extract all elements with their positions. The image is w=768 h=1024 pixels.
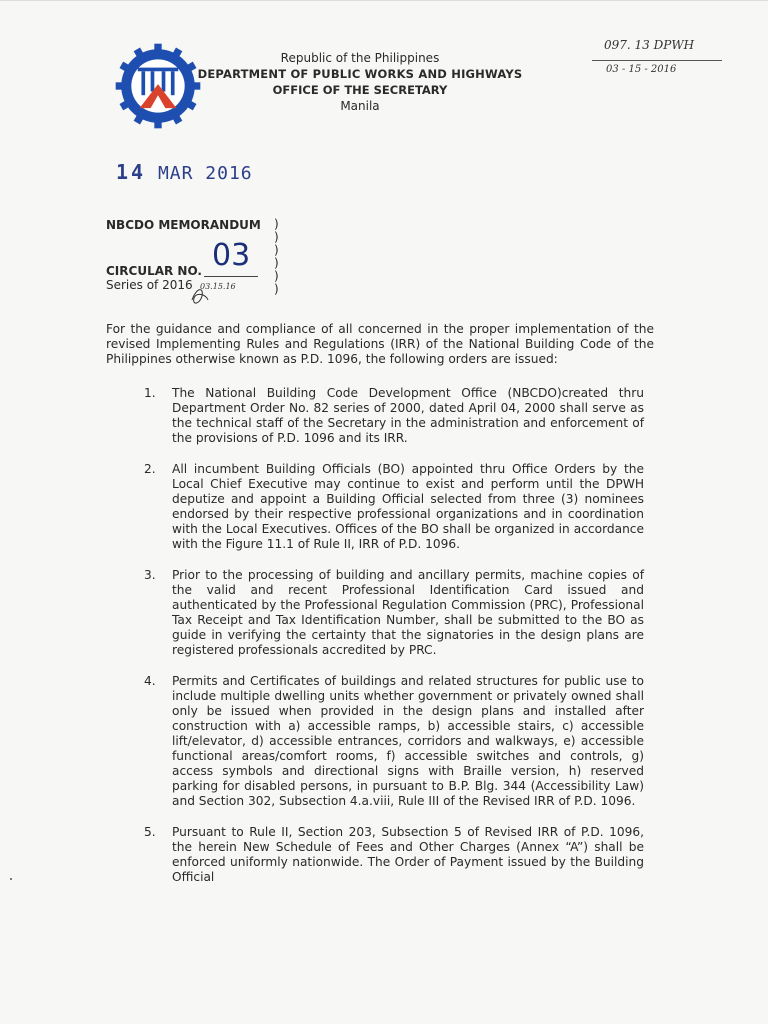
city-name: Manila: [340, 99, 380, 113]
item-number: 2.: [144, 462, 156, 476]
series-handwritten-date: 03.15.16: [200, 282, 236, 291]
memo-title: NBCDO MEMORANDUM: [106, 218, 261, 232]
item-text: The National Building Code Development Office (NBCDO)created thru Department Order No. 82 series of 2000, dated April 04, 2000 shall serve as the technical staff of the Secretary in the administration and enforcement of the provisions of P.D. 1096 and its IRR.: [172, 386, 644, 445]
reference-underline: [592, 60, 722, 61]
scan-edge: [0, 0, 768, 5]
item-number: 3.: [144, 568, 156, 582]
bracket-mark: ): [274, 256, 279, 270]
order-list: [144, 386, 644, 901]
bracket-column: [274, 218, 279, 296]
item-number: 4.: [144, 674, 156, 688]
series-label: Series of 2016: [106, 278, 193, 292]
bracket-mark: ): [274, 243, 279, 257]
office-name: OFFICE OF THE SECRETARY: [272, 83, 448, 97]
circular-number: 03: [212, 238, 251, 273]
memo-heading: [106, 218, 261, 232]
list-item: [144, 462, 644, 552]
list-item: [144, 674, 644, 809]
intro-paragraph: For the guidance and compliance of all concerned in the proper implementation of the revised Implementing Rules and Regulations (IRR) of the National Building Code of the Philippines otherwise known as P.D. 1096, the following orders are issued:: [106, 322, 654, 366]
bracket-mark: ): [274, 282, 279, 296]
bracket-mark: ): [274, 217, 279, 231]
item-text: All incumbent Building Officials (BO) appointed thru Office Orders by the Local Chief Executive may continue to exist and perform until the DPWH deputize and appoint a Building Official selected from three (3) nominees endorsed by their respective professional organizations and in coordination with the Local Executives. Offices of the BO shall be organized in accordance with the Figure 11.1 of Rule II, IRR of P.D. 1096.: [172, 462, 644, 551]
letterhead: [190, 50, 530, 114]
item-text: Prior to the processing of building and ancillary permits, machine copies of the valid and recent Professional Identification Card issued and authenticated by the Professional Regulation Commission (PRC), Professional Tax Receipt and Tax Identification Number, shall be submitted to the BO as guide in verifying the certainty that the signatories in the design plans are registered professionals accredited by PRC.: [172, 568, 644, 657]
list-item: [144, 568, 644, 658]
scan-speck: [10, 878, 12, 880]
list-item: [144, 825, 644, 885]
item-text: Permits and Certificates of buildings and related structures for public use to include multiple dwelling units whether government or privately owned shall only be issued when provided in the design plans and installed after construction with a) accessible ramps, b) accessible stairs, c) accessible lift/elevator, d) accessible entrances, corridors and walkways, e) accessible functional areas/comfort rooms, f) accessible switches and controls, g) access symbols and directional signs with Braille version, h) reserved parking for disabled persons, in pursuant to B.P. Blg. 344 (Accessibility Law) and Section 302, Subsection 4.a.viii, Rule III of the Revised IRR of P.D. 1096.: [172, 674, 644, 808]
date-stamp: [116, 160, 253, 184]
republic-line: Republic of the Philippines: [280, 51, 440, 65]
item-number: 5.: [144, 825, 156, 839]
circular-underline: [204, 276, 258, 277]
list-item: [144, 386, 644, 446]
reference-date: 03 - 15 - 2016: [606, 64, 677, 75]
item-number: 1.: [144, 386, 156, 400]
bracket-mark: ): [274, 269, 279, 283]
reference-number: 097. 13 DPWH: [604, 38, 695, 52]
bracket-mark: ): [274, 230, 279, 244]
circular-label: CIRCULAR NO.: [106, 264, 202, 278]
date-month-year: MAR 2016: [157, 163, 253, 184]
item-text: Pursuant to Rule II, Section 203, Subsection 5 of Revised IRR of P.D. 1096, the herein New Schedule of Fees and Other Charges (Annex “A”) shall be enforced uniformly nationwide. The Order of Payment issued by the Building Official: [172, 825, 644, 884]
date-day: 14: [116, 160, 147, 184]
department-name: DEPARTMENT OF PUBLIC WORKS AND HIGHWAYS: [197, 67, 523, 81]
